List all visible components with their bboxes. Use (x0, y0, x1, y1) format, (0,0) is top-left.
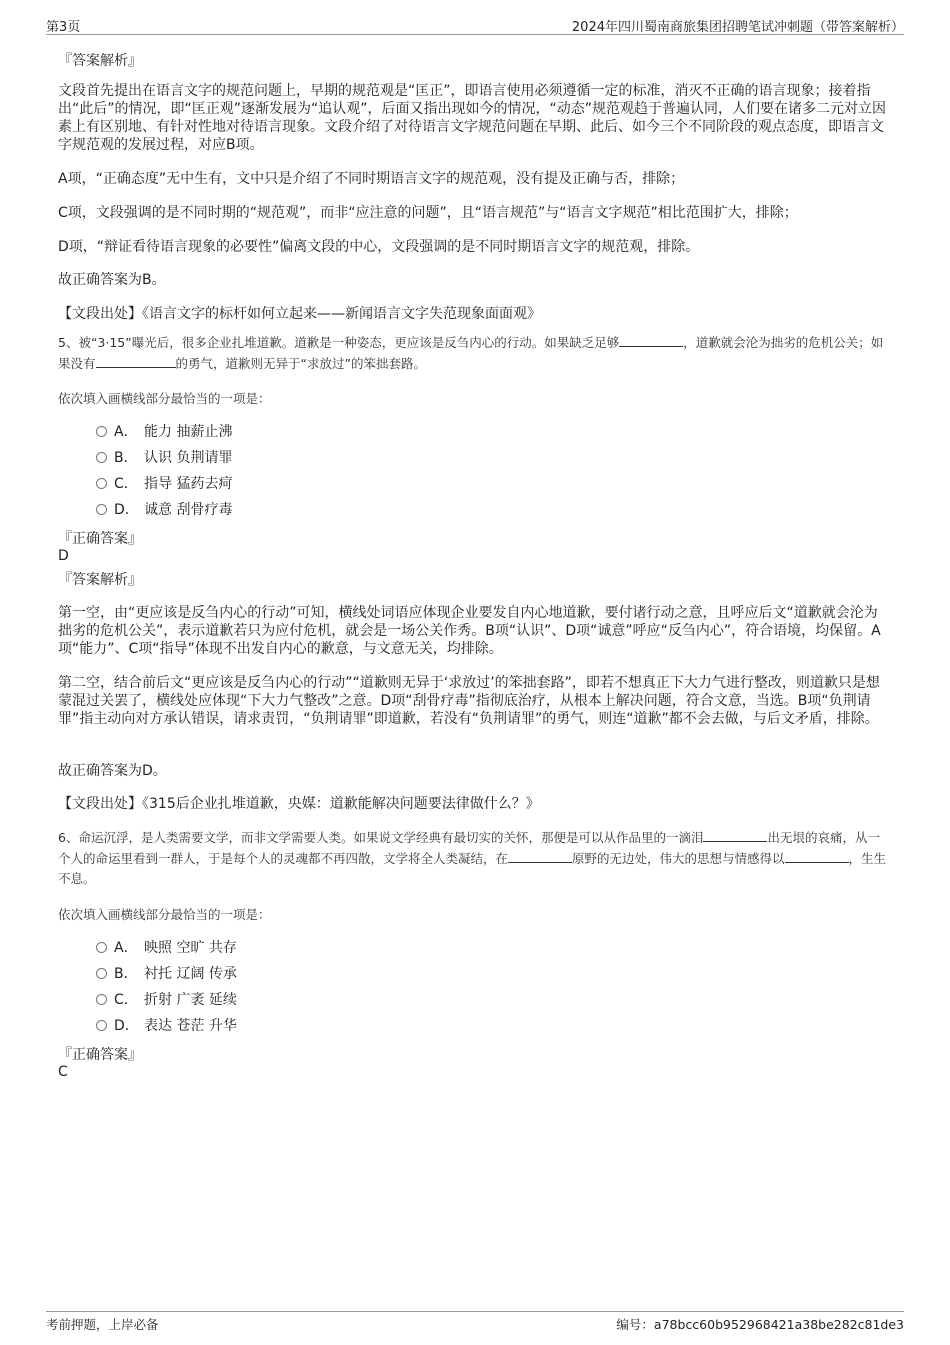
q5-analysis-para1: 第一空，由“更应该是反刍内心的行动”可知，横线处词语应体现企业要发自内心地道歉，要付诸行动之意，且呼应后文“道歉就会沦为拙劣的危机公关”，表示道歉若只为应付危机，就会是一场公关作秀。B项“认识”、D项“诚意”呼应“反刍内心”，符合语境，均保留。A项“能力”、C项“指导”体现不出发自内心的歉意，与文意无关，均排除。 (58, 605, 881, 657)
q6-stem-part3: 原野的无边处，伟大的思想与情感得以 (572, 850, 785, 866)
q5-stem-part1: 5、被“3·15”曝光后，很多企业扎堆道歉。道歉是一种姿态，更应该是反刍内心的行动。如果缺乏足够 (58, 335, 620, 350)
q6-stem-part1: 6、命运沉浮，是人类需要文学，而非文学需要人类。如果说文学经典有最切实的关怀，那便是可以从作品里的一滴泪 (58, 830, 704, 845)
q4-analysis-title: 『答案解析』 (58, 53, 142, 69)
q5-option-c[interactable] (96, 474, 232, 494)
q6-blank-1 (703, 829, 767, 842)
radio-icon[interactable] (96, 942, 107, 953)
option-key: C． (114, 476, 138, 492)
q5-correct-title: 『正确答案』 (58, 531, 142, 547)
q6-option-c[interactable] (96, 990, 237, 1010)
radio-icon[interactable] (96, 994, 107, 1005)
q4-analysis-para4: D项，“辩证看待语言现象的必要性”偏离文段的中心，文段强调的是不同时期语言文字的规范观，排除。 (58, 239, 700, 255)
option-text: 诚意 刮骨疗毒 (144, 502, 233, 518)
option-text: 衬托 辽阔 传承 (144, 966, 237, 982)
q5-analysis-title: 『答案解析』 (58, 572, 142, 588)
q5-blank-1 (619, 334, 683, 347)
option-key: D． (114, 1018, 139, 1034)
option-text: 能力 抽薪止沸 (144, 424, 233, 440)
q6-stem-part2: 出无垠的哀痛，从一个人的命运里看到一群人，于是每个人的灵魂都不再四散，文学将全人类凝结，在 (58, 830, 880, 866)
option-text: 折射 广袤 延续 (144, 992, 237, 1008)
q6-blank-2 (508, 850, 572, 863)
option-text: 认识 负荆请罪 (144, 450, 233, 466)
option-key: B． (114, 450, 138, 466)
q6-option-a[interactable] (96, 938, 237, 958)
q5-stem-part3: 的勇气，道歉则无异于“求放过”的笨拙套路。 (175, 355, 426, 371)
page-header (46, 16, 904, 35)
page-number: 第3页 (46, 20, 81, 35)
q5-stem-part2: ，道歉就会沦为拙劣的危机公关；如果没有 (58, 335, 884, 371)
q5-conclusion: 故正确答案为D。 (58, 763, 167, 779)
q5-option-b[interactable] (96, 448, 232, 468)
radio-icon[interactable] (96, 504, 107, 515)
document-id: 编号：a78bcc60b952968421a38be282c81de3 (616, 1317, 904, 1332)
q5-correct-answer: D (58, 548, 69, 564)
radio-icon[interactable] (96, 478, 107, 489)
option-text: 指导 猛药去疴 (144, 476, 233, 492)
radio-icon[interactable] (96, 1020, 107, 1031)
radio-icon[interactable] (96, 452, 107, 463)
q5-analysis-para2: 第二空，结合前后文“更应该是反刍内心的行动”“道歉则无异于‘求放过’的笨拙套路”，即若不想真正下大力气进行整改，则道歉只是想蒙混过关罢了，横线处应体现“下大力气整改”之意。D项“刮骨疗毒”指彻底治疗，从根本上解决问题，符合文意，当选。B项“负荆请罪”指主动向对方承认错误，请求责罚，“负荆请罪”即道歉，若没有“负荆请罪”的勇气，则连“道歉”都不会去做，与后文矛盾，排除。 (58, 675, 880, 727)
q6-correct-title: 『正确答案』 (58, 1047, 142, 1063)
q6-correct-answer: C (58, 1064, 68, 1080)
footer-slogan: 考前押题，上岸必备 (46, 1317, 159, 1332)
option-text: 映照 空旷 共存 (144, 940, 237, 956)
q5-blank-2 (96, 355, 176, 368)
q4-conclusion: 故正确答案为B。 (58, 272, 166, 288)
q4-analysis-para1: 文段首先提出在语言文字的规范问题上，早期的规范观是“匡正”，即语言使用必须遵循一定的标准，消灭不正确的语言现象；接着指出“此后”的情况，即“匡正观”逐渐发展为“追认观”，后面又指出现如今的情况，“动态”规范观趋于普遍认同，人们要在诸多二元对立因素上有区别地、有针对性地对待语言现象。文段介绍了对待语言文字规范问题在早期、此后、如今三个不同阶段的观点态度，即语言文字规范观的发展过程，对应B项。 (58, 83, 887, 153)
radio-icon[interactable] (96, 968, 107, 979)
option-text: 表达 苍茫 升华 (144, 1018, 237, 1034)
q5-stem (58, 333, 888, 374)
option-key: C． (114, 992, 138, 1008)
q6-stem (58, 828, 888, 890)
q4-analysis-para3: C项，文段强调的是不同时期的“规范观”，而非“应注意的问题”，且“语言规范”与“语言文字规范”相比范围扩大，排除； (58, 205, 798, 221)
option-key: A． (114, 424, 138, 440)
option-key: B． (114, 966, 138, 982)
q6-prompt: 依次填入画横线部分最恰当的一项是： (58, 907, 271, 922)
q5-option-a[interactable] (96, 422, 232, 442)
q6-option-d[interactable] (96, 1016, 237, 1036)
q4-analysis-para2: A项，“正确态度”无中生有，文中只是介绍了不同时期语言文字的规范观，没有提及正确与否，排除； (58, 171, 685, 187)
document-title: 2024年四川蜀南商旅集团招聘笔试冲刺题（带答案解析） (571, 20, 904, 35)
q5-source: 【文段出处】《315后企业扎堆道歉，央媒：道歉能解决问题要法律做什么？》 (58, 796, 540, 812)
q5-option-d[interactable] (96, 500, 232, 520)
option-key: D． (114, 502, 139, 518)
q6-stem-part4: ，生生不息。 (58, 850, 887, 886)
page-footer (46, 1311, 904, 1333)
q4-source: 【文段出处】《语言文字的标杆如何立起来——新闻语言文字失范现象面面观》 (58, 306, 541, 322)
q5-prompt: 依次填入画横线部分最恰当的一项是： (58, 391, 271, 406)
q6-option-b[interactable] (96, 964, 237, 984)
q6-blank-3 (785, 850, 849, 863)
radio-icon[interactable] (96, 426, 107, 437)
option-key: A． (114, 940, 138, 956)
